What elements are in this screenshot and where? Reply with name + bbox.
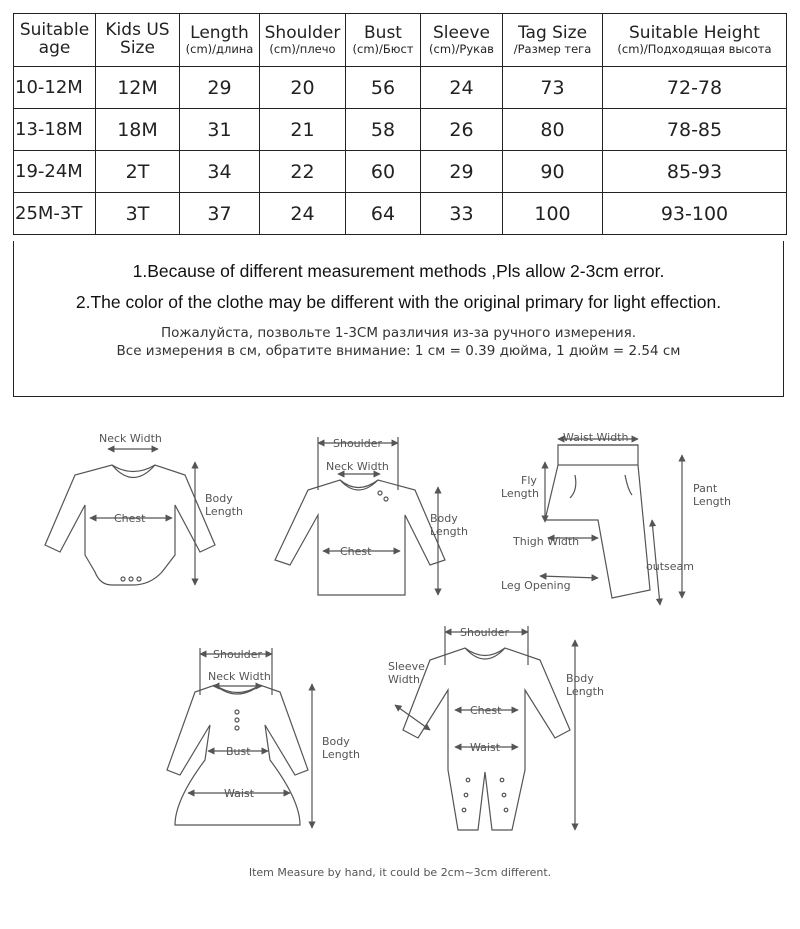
cell-tag-size: 80 <box>503 109 603 151</box>
label-body: Body <box>566 672 594 685</box>
cell-tag-size: 73 <box>503 67 603 109</box>
label-body: Body <box>322 735 350 748</box>
label-outseam: outseam <box>646 560 694 573</box>
cell-bust: 58 <box>346 109 421 151</box>
table-row <box>14 67 787 109</box>
label-chest: Chest <box>470 704 502 717</box>
cell-height: 93-100 <box>603 193 787 235</box>
cell-age: 25M-3T <box>14 193 96 235</box>
cell-age: 10-12M <box>14 67 96 109</box>
label-width: Width <box>388 673 420 686</box>
label-neck-width: Neck Width <box>99 432 162 445</box>
label-length: Length <box>322 748 360 761</box>
cell-bust: 60 <box>346 151 421 193</box>
table-row <box>14 151 787 193</box>
label-chest: Chest <box>114 512 146 525</box>
cell-age: 19-24M <box>14 151 96 193</box>
cell-us-size: 2T <box>96 151 180 193</box>
cell-sleeve: 33 <box>421 193 503 235</box>
measurement-diagrams <box>0 420 800 850</box>
cell-us-size: 3T <box>96 193 180 235</box>
header-sleeve: Sleeve (cm)/Рукав <box>421 14 503 67</box>
cell-bust: 56 <box>346 67 421 109</box>
cell-shoulder: 22 <box>260 151 346 193</box>
label-waist: Waist <box>224 787 255 800</box>
cell-height: 85-93 <box>603 151 787 193</box>
cell-length: 37 <box>180 193 260 235</box>
cell-sleeve: 29 <box>421 151 503 193</box>
label-chest: Chest <box>340 545 372 558</box>
header-bust: Bust (cm)/Бюст <box>346 14 421 67</box>
cell-age: 13-18M <box>14 109 96 151</box>
label-body: Body <box>205 492 233 505</box>
label-length: Length <box>566 685 604 698</box>
header-shoulder: Shoulder (cm)/плечо <box>260 14 346 67</box>
table-row <box>14 193 787 235</box>
note-russian-1: Пожалуйста, позвольте 1-3CM различия из-за ручного измерения. <box>160 325 637 341</box>
romper-diagram <box>395 626 575 830</box>
label-leg-opening: Leg Opening <box>501 579 571 592</box>
cell-length: 34 <box>180 151 260 193</box>
cell-shoulder: 20 <box>260 67 346 109</box>
cell-us-size: 12M <box>96 67 180 109</box>
label-waist: Waist <box>470 741 501 754</box>
table-row <box>14 109 787 151</box>
header-length: Length (cm)/длина <box>180 14 260 67</box>
note-line-2: 2.The color of the clothe may be different with the original primary for light effection. <box>75 292 722 312</box>
note-russian-2: Все измерения в см, обратите внимание: 1 см = 0.39 дюйма, 1 дюйм = 2.54 см <box>116 343 681 359</box>
label-fly: Fly <box>521 474 537 487</box>
label-length: Length <box>205 505 243 518</box>
label-shoulder: Shoulder <box>460 626 509 639</box>
cell-shoulder: 21 <box>260 109 346 151</box>
cell-tag-size: 100 <box>503 193 603 235</box>
label-shoulder: Shoulder <box>333 437 382 450</box>
cell-sleeve: 24 <box>421 67 503 109</box>
note-line-1: 1.Because of different measurement methods ,Pls allow 2-3cm error. <box>132 261 665 281</box>
cell-bust: 64 <box>346 193 421 235</box>
cell-length: 31 <box>180 109 260 151</box>
label-waist-width: Waist Width <box>563 431 629 444</box>
table-header-row <box>14 14 787 67</box>
cell-length: 29 <box>180 67 260 109</box>
label-length: Length <box>501 487 539 500</box>
label-shoulder: Shoulder <box>213 648 262 661</box>
header-tag-size: Tag Size /Размер тега <box>503 14 603 67</box>
cell-us-size: 18M <box>96 109 180 151</box>
label-length: Length <box>430 525 468 538</box>
label-sleeve: Sleeve <box>388 660 425 673</box>
notes-box <box>13 241 784 397</box>
label-pant: Pant <box>693 482 718 495</box>
header-kids-us-size: Kids US Size <box>96 14 180 67</box>
size-chart-table <box>13 13 787 235</box>
cell-sleeve: 26 <box>421 109 503 151</box>
label-bust: Bust <box>226 745 251 758</box>
label-body: Body <box>430 512 458 525</box>
label-neck-width: Neck Width <box>208 670 271 683</box>
cell-height: 78-85 <box>603 109 787 151</box>
measurement-diagram-svg <box>0 420 800 850</box>
label-thigh-width: Thigh Width <box>513 535 580 548</box>
cell-tag-size: 90 <box>503 151 603 193</box>
footer-measure-note: Item Measure by hand, it could be 2cm~3cm different. <box>248 866 552 879</box>
header-suitable-height: Suitable Height (cm)/Подходящая высота <box>603 14 787 67</box>
cell-height: 72-78 <box>603 67 787 109</box>
label-length: Length <box>693 495 731 508</box>
cell-shoulder: 24 <box>260 193 346 235</box>
header-suitable-age: Suitable age <box>14 14 96 67</box>
label-neck-width: Neck Width <box>326 460 389 473</box>
